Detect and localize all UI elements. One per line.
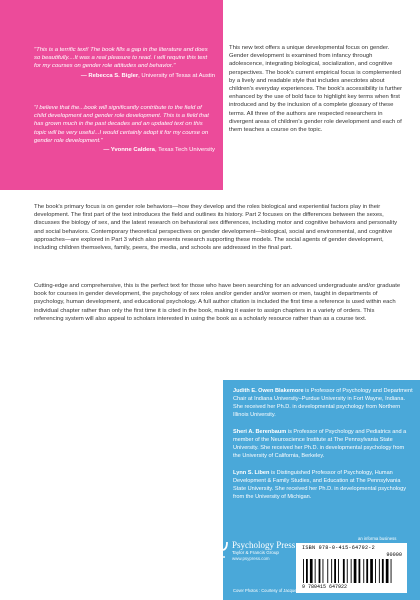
barcode-bar <box>379 559 380 583</box>
barcode-bar <box>354 559 357 583</box>
barcode-bar <box>315 559 316 583</box>
barcode-bar <box>370 559 373 583</box>
quote-1-attribution <box>34 72 215 80</box>
quote-2-attribution <box>34 146 215 154</box>
quote-1 <box>34 46 215 80</box>
author-name-1: Judith E. Owen Blakemore <box>233 388 304 394</box>
barcode-bar <box>303 559 304 583</box>
author-name-3: Lynn S. Liben <box>233 470 270 476</box>
quote-1-text: "This is a terrific text! The book fills a gap in the literature and does so beautifully....It was a real pleasure to read. I will require this text for my courses on gender role attitudes and behavior." <box>34 47 208 70</box>
publisher-url: www.psypress.com <box>232 556 270 561</box>
author-bio-2-text: is Professor of Psychology and Pediatrics and a member of the Neuroscience Institute at The Pennsylvania State University. She received her Ph.D. in developmental psychology from the University of California, Berkeley. <box>233 429 407 459</box>
informa-business-label: an informa business <box>358 536 397 541</box>
barcode-bar <box>359 559 361 583</box>
barcode-digits: 9 780415 647922 <box>302 584 348 590</box>
intro-paragraph: This new text offers a unique developmental focus on gender. Gender development is examined from infancy through adolescence, integrating biological, socialization, and cognitive perspectives. The book's current empirical focus is complemented by a lively and readable style that includes anecdotes about children's everyday experiences. The book's accessibility is further enhanced by the use of bold face to highlight key terms when first introduced and by the inclusion of a complete glossary of these terms. All three of the authors are respected researchers in divergent areas of children's gender role development and each of them teaches a course on the topic. <box>229 45 403 134</box>
pink-quote-panel <box>0 0 223 190</box>
barcode-bar <box>366 559 368 583</box>
isbn-barcode-box <box>296 543 407 593</box>
barcode-bar <box>338 559 339 583</box>
author-bio-3-text: is Distinguished Professor of Psychology, Human Development & Family Studies, and Education at The Pennsylvania State University. She received her Ph.D. in developmental psychology from the University of Michigan. <box>233 470 407 500</box>
barcode-bar <box>327 559 328 583</box>
author-bio-2 <box>233 429 413 461</box>
price-code: 90000 <box>386 552 402 558</box>
barcode-bar <box>382 559 384 583</box>
barcode <box>302 559 402 583</box>
barcode-bar <box>363 559 364 583</box>
cover-photo-credit: Cover Photos : Courtesy of Jacqueline Teoh <box>233 588 313 593</box>
barcode-bar <box>343 559 345 583</box>
quote-1-author: — Rebecca S. Bigler <box>80 72 139 79</box>
barcode-bar <box>306 559 308 583</box>
quote-1-affiliation: , University of Texas at Austin <box>138 72 215 79</box>
author-bio-3 <box>233 470 413 502</box>
barcode-bar <box>334 559 336 583</box>
barcode-bar <box>391 559 392 583</box>
body-paragraph-2: Cutting-edge and comprehensive, this is the perfect text for those who have been searching for an advanced undergraduate and/or graduate book for courses in gender development, the psychology of sex roles and/or gender and/or women or men, taught in departments of psychology, human development, and educational psychology. A full author citation is included the first time a reference is used within each individual chapter rather than only the first time it is cited in the book, making it easier to assign chapters in a variety of orders. This referencing system will also appeal to scholars interested in using the book as a scholarly resource rather than as a course text. <box>34 283 401 322</box>
barcode-bar <box>347 559 348 583</box>
body-paragraph-1: The book's primary focus is on gender role behaviors—how they develop and the roles biological and experiential factors play in their development. The first part of the text introduces the field and outlines its history. Part 2 focuses on the differences between the sexes, discusses the biology of sex, and the latest research on behavioral sex differences, including motor and cognitive behaviors and personality and social behaviors. Contemporary theoretical perspectives on gender development—biological, social and environmental, and cognitive approaches—are explored in Part 3 which also presents research supporting these models. The social agents of gender development, including children themselves, family, peers, the media, and schools are addressed in the final part. <box>34 204 398 252</box>
barcode-bar <box>331 559 332 583</box>
quote-2-affiliation: , Texas Tech University <box>154 147 215 154</box>
barcode-bar <box>310 559 313 583</box>
barcode-bar <box>319 559 321 583</box>
publisher-name: Psychology Press <box>232 540 296 550</box>
barcode-bar <box>351 559 352 583</box>
author-bio-1 <box>233 388 413 420</box>
quote-2 <box>34 104 215 154</box>
psi-logo-icon <box>215 540 229 558</box>
isbn-label: ISBN 978-0-415-64792-2 <box>302 545 375 551</box>
barcode-bar <box>386 559 389 583</box>
quote-2-author: — Yvonne Caldera <box>103 147 155 154</box>
author-bio-1-text: is Professor of Psychology and Department Chair at Indiana University–Purdue University in Fort Wayne, Indiana. She received her Ph.D. in developmental psychology from Northern Illinois University. <box>233 388 413 418</box>
barcode-bar <box>323 559 324 583</box>
publisher-subtitle: Taylor & Francis Group <box>232 550 279 555</box>
author-name-2: Sheri A. Berenbaum <box>233 429 287 435</box>
barcode-bar <box>375 559 376 583</box>
quote-2-text: "I believe that the...book will significantly contribute to the field of child development and gender role development. This is a field that has grown much in the past decades and an updated text on this topic will be very useful...I would certainly adopt it for my course on gender role development." <box>34 105 209 144</box>
